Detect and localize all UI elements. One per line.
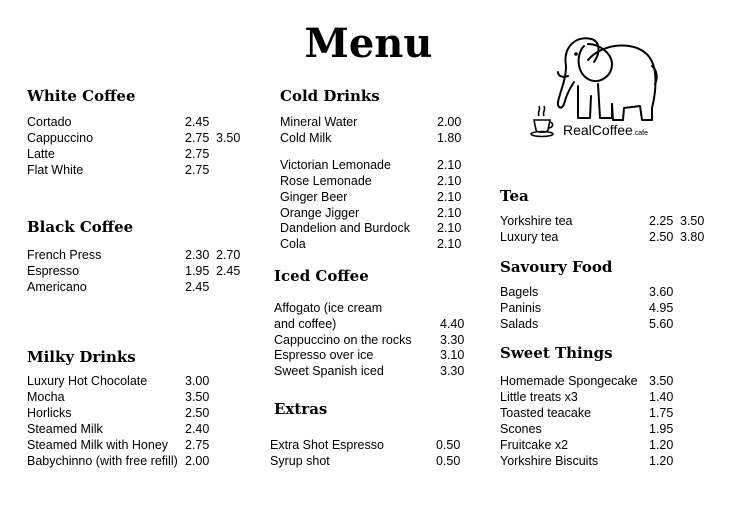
item-name: Affogato (ice cream (274, 301, 383, 315)
item-price: 2.75 (185, 131, 210, 145)
item-name: Bagels (500, 285, 539, 299)
item-price: 2.75 (185, 147, 210, 161)
item-price: 0.50 (436, 438, 461, 452)
item-price: 1.80 (437, 131, 462, 145)
item-name: Horlicks (27, 406, 72, 420)
item-name: Flat White (27, 163, 84, 177)
item-price: 4.40 (440, 317, 465, 331)
item-name: Cola (280, 237, 306, 251)
item-price: 3.50 (649, 374, 674, 388)
item-name: Cappuccino (27, 131, 94, 145)
item-name: Espresso over ice (274, 348, 374, 362)
item-name: Mineral Water (280, 115, 358, 129)
item-price: 2.10 (437, 237, 462, 251)
section-heading-white-coffee: White Coffee (27, 87, 136, 105)
item-price: 1.95 (649, 422, 674, 436)
item-price: 2.10 (437, 190, 462, 204)
item-price: 3.30 (440, 364, 465, 378)
item-price: 2.50 (649, 230, 674, 244)
item-price: 2.10 (437, 206, 462, 220)
item-name: Steamed Milk with Honey (27, 438, 169, 452)
item-name: Steamed Milk (27, 422, 103, 436)
item-name: Dandelion and Burdock (280, 221, 410, 235)
item-price: 2.50 (185, 406, 210, 420)
section-heading-tea: Tea (500, 187, 529, 205)
item-name: Yorkshire Biscuits (500, 454, 599, 468)
item-name: Babychinno (with free refill) (27, 454, 178, 468)
item-price: 0.50 (436, 454, 461, 468)
item-price: 5.60 (649, 317, 674, 331)
item-price-large: 3.80 (680, 230, 705, 244)
page-title: Menu (304, 20, 433, 67)
item-name: Espresso (27, 264, 80, 278)
item-price-large: 3.50 (216, 131, 241, 145)
item-name: Yorkshire tea (500, 214, 573, 228)
item-name: Mocha (27, 390, 65, 404)
item-price: 2.00 (185, 454, 210, 468)
item-name: Extra Shot Espresso (270, 438, 384, 452)
item-price: 1.75 (649, 406, 674, 420)
item-price: 1.20 (649, 438, 674, 452)
item-name: Syrup shot (270, 454, 330, 468)
item-name: Sweet Spanish iced (274, 364, 384, 378)
item-price: 4.95 (649, 301, 674, 315)
item-name: Orange Jigger (280, 206, 360, 220)
logo-wordmark: RealCoffee.cafe (563, 122, 648, 138)
item-price: 1.95 (185, 264, 210, 278)
item-name: Americano (27, 280, 87, 294)
item-price: 3.30 (440, 333, 465, 347)
item-price: 2.75 (185, 163, 210, 177)
item-name: and coffee) (274, 317, 337, 331)
item-name: Scones (500, 422, 542, 436)
item-name: Luxury Hot Chocolate (27, 374, 148, 388)
item-price: 2.75 (185, 438, 210, 452)
item-name: Latte (27, 147, 55, 161)
section-heading-milky-drinks: Milky Drinks (27, 348, 136, 366)
section-heading-cold-drinks: Cold Drinks (280, 87, 380, 105)
item-price: 3.50 (185, 390, 210, 404)
item-name: Homemade Spongecake (500, 374, 638, 388)
item-price: 3.00 (185, 374, 210, 388)
item-price: 2.40 (185, 422, 210, 436)
item-name: Salads (500, 317, 539, 331)
item-name: Little treats x3 (500, 390, 578, 404)
item-price: 2.10 (437, 158, 462, 172)
item-name: Paninis (500, 301, 541, 315)
section-heading-iced-coffee: Iced Coffee (274, 267, 369, 285)
item-price: 3.10 (440, 348, 465, 362)
item-price: 2.00 (437, 115, 462, 129)
section-heading-savoury-food: Savoury Food (500, 258, 613, 276)
item-price: 2.45 (185, 280, 210, 294)
item-price: 3.60 (649, 285, 674, 299)
item-name: Victorian Lemonade (280, 158, 391, 172)
section-heading-black-coffee: Black Coffee (27, 218, 134, 236)
item-name: Rose Lemonade (280, 174, 372, 188)
item-name: Luxury tea (500, 230, 559, 244)
item-name: Toasted teacake (500, 406, 592, 420)
item-name: Cold Milk (280, 131, 332, 145)
item-price: 2.10 (437, 174, 462, 188)
item-price-large: 2.45 (216, 264, 241, 278)
item-price-large: 3.50 (680, 214, 705, 228)
item-price: 2.10 (437, 221, 462, 235)
item-name: Cappuccino on the rocks (274, 333, 412, 347)
section-heading-sweet-things: Sweet Things (500, 344, 613, 362)
item-name: French Press (27, 248, 102, 262)
section-heading-extras: Extras (274, 400, 328, 418)
item-price: 2.30 (185, 248, 210, 262)
item-name: Cortado (27, 115, 72, 129)
item-name: Ginger Beer (280, 190, 348, 204)
item-name: Fruitcake x2 (500, 438, 569, 452)
item-price-large: 2.70 (216, 248, 241, 262)
item-price: 2.45 (185, 115, 210, 129)
item-price: 1.20 (649, 454, 674, 468)
item-price: 2.25 (649, 214, 674, 228)
item-price: 1.40 (649, 390, 674, 404)
